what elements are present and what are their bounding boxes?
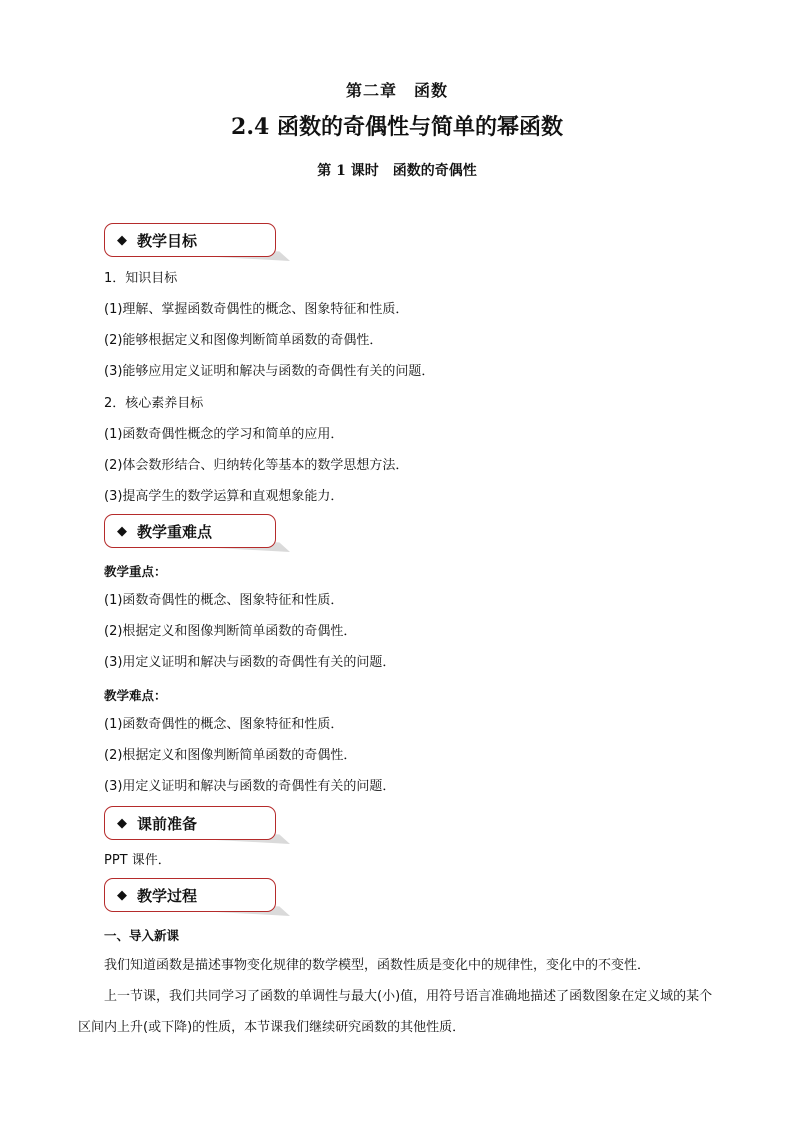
key-point-line: (3)用定义证明和解决与函数的奇偶性有关的问题． [104, 655, 396, 670]
goal-line: (1)理解、掌握函数奇偶性的概念、图象特征和性质． [104, 302, 409, 317]
prep-line: PPT 课件． [104, 853, 171, 868]
section-box [104, 806, 276, 840]
goal-line: (2)体会数形结合、归纳转化等基本的数学思想方法． [104, 458, 409, 473]
section-keypoints-header [104, 514, 294, 556]
process-subtitle: 一、导入新课 [104, 928, 180, 943]
section-goals-label: 教学目标 [137, 231, 198, 250]
goal-line: 1．知识目标 [104, 271, 178, 286]
page-title: 2.4 函数的奇偶性与简单的幂函数 [231, 114, 563, 140]
process-paragraph-2: 上一节课，我们共同学习了函数的单调性与最大(小)值，用符号语言准确地描述了函数图象在定义域的某个区间内上升(或下降)的性质，本节课我们继续研究函数的其他性质． [78, 989, 713, 1035]
section-goals-header [104, 223, 294, 265]
diamond-icon: ◆ [117, 232, 127, 248]
key-points-title: 教学重点： [104, 564, 167, 579]
diamond-icon: ◆ [117, 815, 127, 831]
section-box [104, 514, 276, 548]
section-prep-label: 课前准备 [137, 814, 198, 833]
lesson-subtitle: 第 1 课时 函数的奇偶性 [317, 163, 477, 179]
section-box [104, 223, 276, 257]
diamond-icon: ◆ [117, 887, 127, 903]
chapter-heading: 第二章 函数 [345, 81, 448, 100]
difficult-point-line: (2)根据定义和图像判断简单函数的奇偶性． [104, 748, 357, 763]
goal-line: (3)能够应用定义证明和解决与函数的奇偶性有关的问题． [104, 364, 435, 379]
goal-line: 2．核心素养目标 [104, 396, 204, 411]
key-point-line: (1)函数奇偶性的概念、图象特征和性质． [104, 593, 344, 608]
section-keypoints-label: 教学重难点 [137, 522, 213, 541]
process-paragraph-1: 我们知道函数是描述事物变化规律的数学模型，函数性质是变化中的规律性，变化中的不变性． [104, 958, 651, 973]
diamond-icon: ◆ [117, 523, 127, 539]
section-prep-header [104, 806, 294, 848]
section-process-label: 教学过程 [137, 886, 198, 905]
difficult-point-line: (1)函数奇偶性的概念、图象特征和性质． [104, 717, 344, 732]
goal-line: (2)能够根据定义和图像判断简单函数的奇偶性． [104, 333, 383, 348]
key-point-line: (2)根据定义和图像判断简单函数的奇偶性． [104, 624, 357, 639]
section-box [104, 878, 276, 912]
goal-line: (3)提高学生的数学运算和直观想象能力． [104, 489, 344, 504]
difficult-point-line: (3)用定义证明和解决与函数的奇偶性有关的问题． [104, 779, 396, 794]
difficult-points-title: 教学难点： [104, 688, 167, 703]
section-process-header [104, 878, 294, 920]
goal-line: (1)函数奇偶性概念的学习和简单的应用． [104, 427, 344, 442]
